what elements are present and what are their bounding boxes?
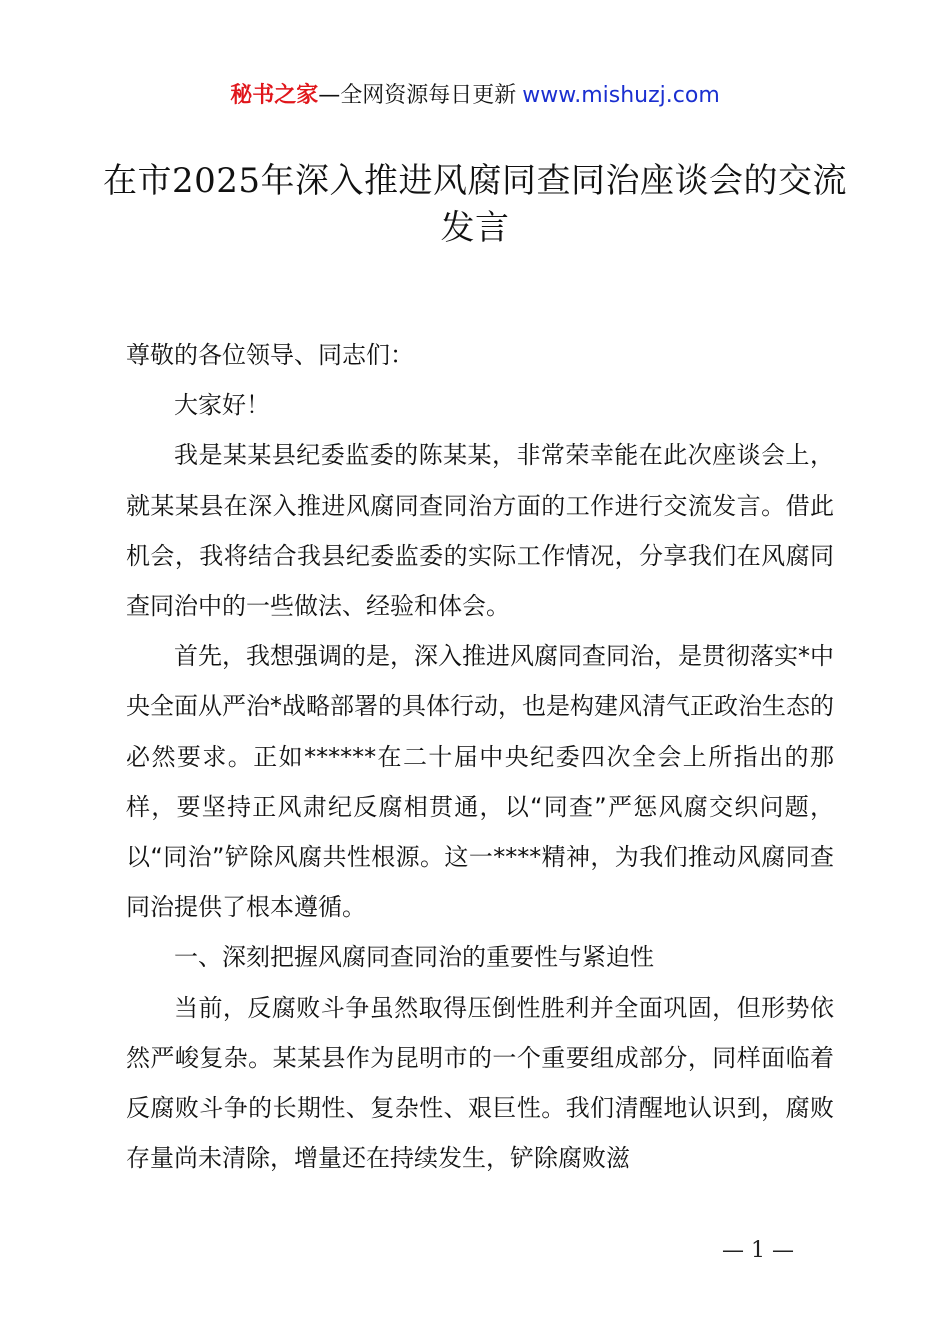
section-heading-1: 一、深刻把握风腐同查同治的重要性与紧迫性 <box>174 943 654 972</box>
salutation: 尊敬的各位领导、同志们： <box>126 341 414 369</box>
brand-name: 秘书之家 <box>230 83 319 108</box>
site-url-link[interactable]: www.mishuzj.com <box>522 83 720 108</box>
document-title: 在市2025年深入推进风腐同查同治座谈会的交流发言 <box>102 161 848 248</box>
paragraph-emphasis: 首先，我想强调的是，深入推进风腐同查同治，是贯彻落实*中央全面从严治*战略部署的具体行动，也是构建风清气正政治生态的必然要求。正如******在二十届中央纪委四次全会上所指出的那样，要坚持正风肃纪反腐相贯通，以“同查”严惩风腐交织问题，以“同治”铲除风腐共性根源。这一****精神，为我们推动风腐同查同治提供了根本遵循。 <box>126 642 834 922</box>
paragraph-greeting: 大家好！ <box>174 391 270 420</box>
paragraph-introduction: 我是某某县纪委监委的陈某某，非常荣幸能在此次座谈会上，就某某县在深入推进风腐同查同治方面的工作进行交流发言。借此机会，我将结合我县纪委监委的实际工作情况，分享我们在风腐同查同治中的一些做法、经验和体会。 <box>126 441 834 621</box>
page-number: — 1 — <box>722 1238 794 1263</box>
site-banner <box>0 80 950 112</box>
document-body <box>126 330 834 1183</box>
banner-tagline: —全网资源每日更新 <box>318 83 517 108</box>
paragraph-situation: 当前，反腐败斗争虽然取得压倒性胜利并全面巩固，但形势依然严峻复杂。某某县作为昆明市的一个重要组成部分，同样面临着反腐败斗争的长期性、复杂性、艰巨性。我们清醒地认识到，腐败存量尚未清除，增量还在持续发生，铲除腐败滋 <box>126 993 834 1173</box>
